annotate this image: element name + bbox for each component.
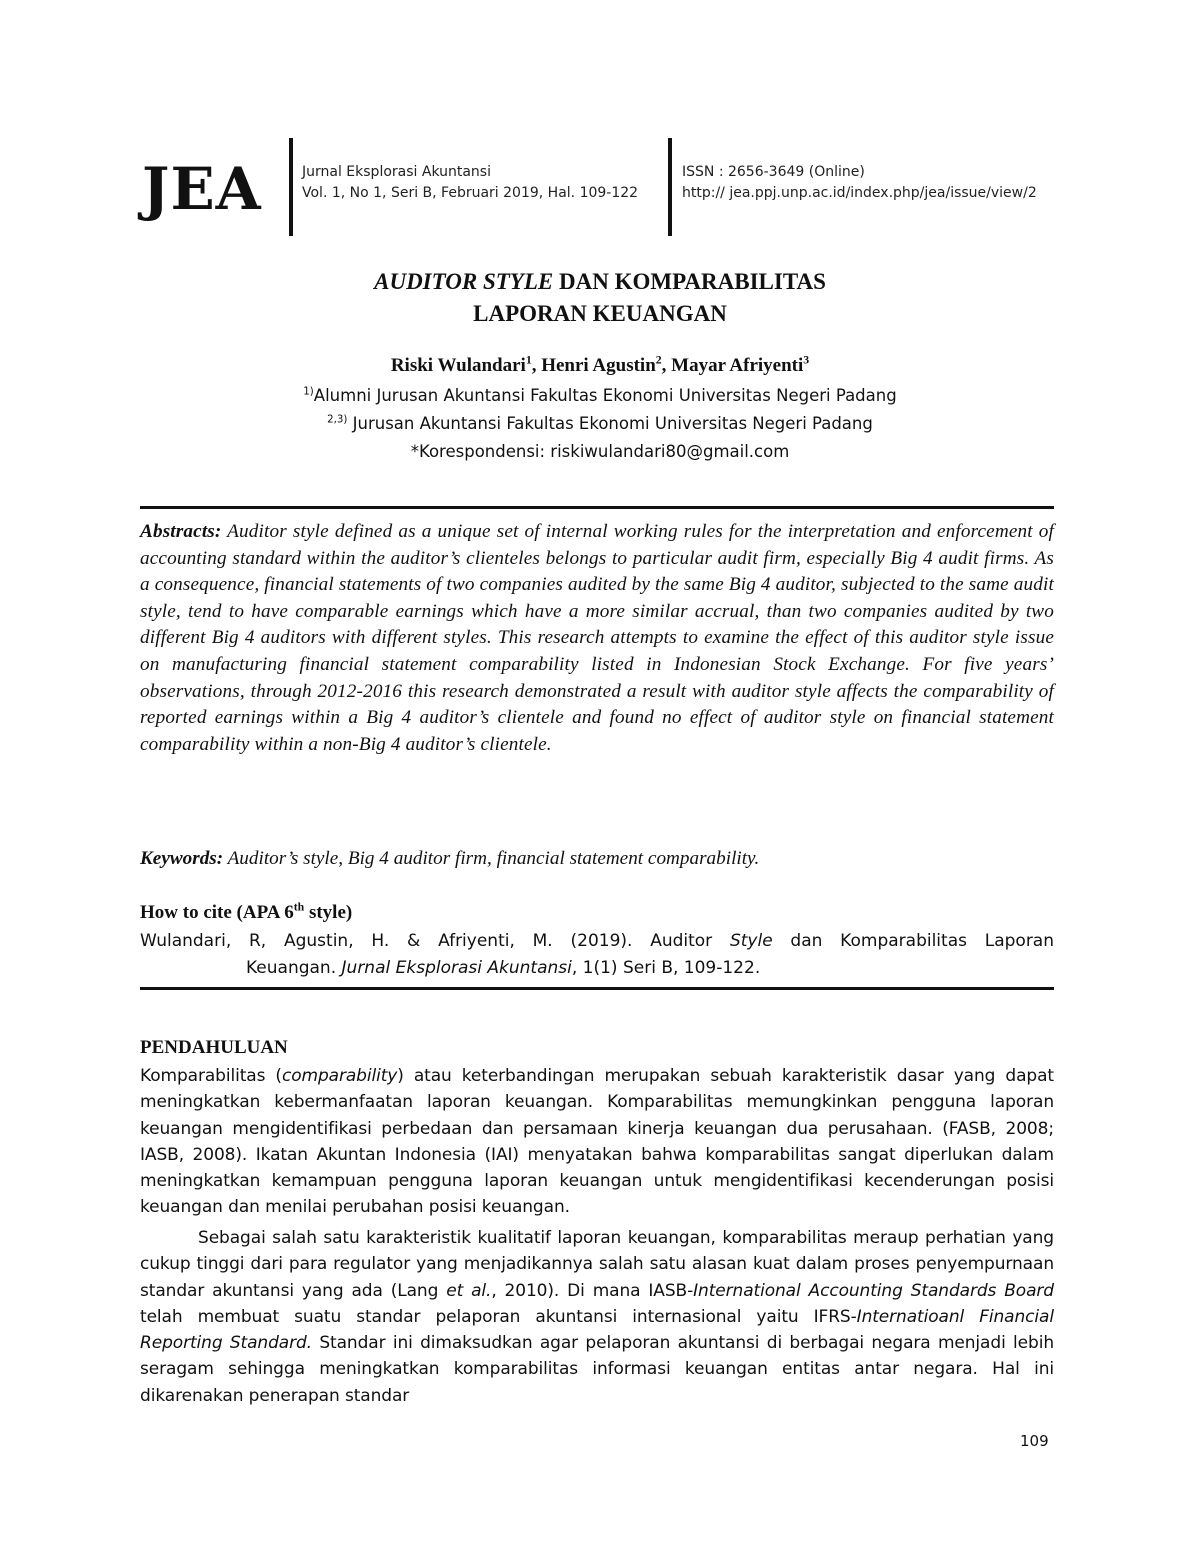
affiliation-2	[0, 413, 1200, 435]
paragraph-text: telah membuat suatu standar pelaporan akuntansi internasional yaitu IFRS-	[140, 1306, 857, 1327]
header-divider-right	[668, 138, 672, 236]
paragraph-text: Standar ini dimaksudkan agar pelaporan akuntansi di berbagai negara menjadi lebih seragam sehingga meningkatkan komparabilitas informasi keuangan entitas antar negara. Hal ini dikarenakan penerapan standar	[140, 1333, 1055, 1406]
citation-text: Keuangan.	[246, 958, 342, 978]
author-3-sup: 3	[803, 353, 810, 367]
paragraph-italic: comparability	[281, 1066, 398, 1086]
cite-heading-sup: th	[293, 900, 305, 914]
journal-logo: JEA	[142, 155, 262, 223]
cite-heading-pre: How to cite (APA 6	[140, 902, 294, 923]
divider-bottom	[140, 987, 1054, 990]
volume-info: Vol. 1, No 1, Seri B, Februari 2019, Hal. 109-122	[302, 185, 639, 201]
author-3: Mayar Afriyenti	[671, 355, 804, 376]
title-line2: LAPORAN KEUANGAN	[473, 301, 727, 326]
author-2-sup: 2	[655, 353, 662, 367]
paper-title	[0, 266, 1200, 330]
cite-heading-post: style)	[304, 902, 353, 923]
keywords	[140, 846, 1054, 872]
author-1-sup: 1	[525, 353, 532, 367]
paragraph-1	[140, 1063, 1054, 1221]
author-2: Henri Agustin	[541, 355, 656, 376]
citation-line-1	[140, 928, 1054, 955]
paragraph-italic: Internatioanl Financial Reporting Standard.	[140, 1306, 1054, 1354]
affiliation-2-text: Jurusan Akuntansi Fakultas Ekonomi Universitas Negeri Padang	[347, 414, 873, 433]
journal-info	[302, 162, 638, 204]
affiliation-2-sup: 2,3)	[327, 414, 348, 426]
correspondence: *Korespondensi: riskiwulandari80@gmail.com	[410, 442, 790, 461]
abstract	[140, 519, 1054, 758]
journal-url[interactable]: http:// jea.ppj.unp.ac.id/index.php/jea/issue/view/2	[682, 185, 1037, 201]
affiliation-1-text: Alumni Jurusan Akuntansi Fakultas Ekonomi Universitas Negeri Padang	[313, 386, 897, 405]
citation-italic: Style	[729, 931, 773, 951]
paragraph-text: ) atau keterbandingan merupakan sebuah karakteristik dasar yang dapat meningkatkan kebermanfaatan laporan keuangan. Komparabilitas memungkinkan pengguna laporan keuangan mengidentifikasi perbedaan dan persamaan kinerja keuangan dua perusahaan. (FASB, 2008; IASB, 2008). Ikatan Akuntan Indonesia (IAI) menyatakan bahwa komparabilitas sangat diperlukan dalam meningkatkan kemampuan pengguna laporan keuangan untuk mengidentifikasi kecenderungan posisi keuangan dan menilai perubahan posisi keuangan.	[140, 1066, 1054, 1218]
citation-text: , 1(1) Seri B, 109-122.	[571, 958, 761, 978]
paragraph-text: Komparabilitas (	[140, 1066, 282, 1086]
journal-identifiers	[682, 162, 1037, 204]
divider-top	[140, 506, 1054, 509]
citation-text: Wulandari, R, Agustin, H. & Afriyenti, M. (2019). Auditor	[140, 931, 730, 951]
citation-journal: Jurnal Eksplorasi Akuntansi	[341, 958, 572, 978]
author-list	[0, 354, 1200, 378]
citation-text: dan Komparabilitas Laporan	[772, 931, 1054, 951]
citation-line-2	[140, 955, 1054, 982]
cite-heading	[140, 900, 352, 926]
paragraph-text: , 2010). Di mana IASB-	[491, 1280, 694, 1301]
author-1: Riski Wulandari	[390, 355, 526, 376]
title-italic: AUDITOR STYLE	[374, 269, 554, 294]
issn: ISSN : 2656-3649 (Online)	[682, 164, 865, 180]
abstract-label: Abstracts:	[140, 521, 222, 542]
journal-name: Jurnal Eksplorasi Akuntansi	[302, 164, 491, 180]
keywords-label: Keywords:	[140, 848, 224, 869]
page-number: 109	[1020, 1432, 1049, 1450]
abstract-text: Auditor style defined as a unique set of internal working rules for the interpretation and enforcement of accounting standard within the auditor’s clienteles belongs to particular audit firm, especially Big 4 audit firms. As a consequence, financial statements of two companies audited by the same Big 4 auditor, subjected to the same audit style, tend to have comparable earnings which have a more similar accrual, than two companies audited by two different Big 4 auditors with different styles. This research attempts to examine the effect of this auditor style issue on manufacturing financial statement comparability listed in Indonesian Stock Exchange. For five years’ observations, through 2012-2016 this research demonstrated a result with auditor style affects the comparability of reported earnings within a Big 4 auditor’s clientele and found no effect of auditor style on financial statement comparability within a non-Big 4 auditor’s clientele.	[140, 521, 1054, 755]
author-sep: ,	[661, 355, 672, 376]
keywords-text: Auditor’s style, Big 4 auditor firm, financial statement comparability.	[223, 848, 760, 869]
citation	[140, 928, 1054, 982]
affiliation-1	[0, 385, 1200, 407]
author-sep: ,	[531, 355, 542, 376]
paragraph-2	[140, 1225, 1054, 1409]
title-line1-rest: DAN KOMPARABILITAS	[553, 269, 826, 294]
paragraph-text: Sebagai salah satu karakteristik kualitatif laporan keuangan, komparabilitas meraup perhatian yang cukup tinggi dari para regulator yang menjadikannya salah satu alasan kuat dalam proses penyempurnaan standar akuntansi yang ada (Lang	[140, 1228, 1054, 1301]
affiliation-1-sup: 1)	[303, 386, 314, 398]
paragraph-italic: et al.	[446, 1280, 492, 1301]
header-divider-left	[289, 138, 293, 236]
paragraph-italic: International Accounting Standards Board	[693, 1280, 1054, 1301]
section-title: PENDAHULUAN	[140, 1037, 288, 1058]
